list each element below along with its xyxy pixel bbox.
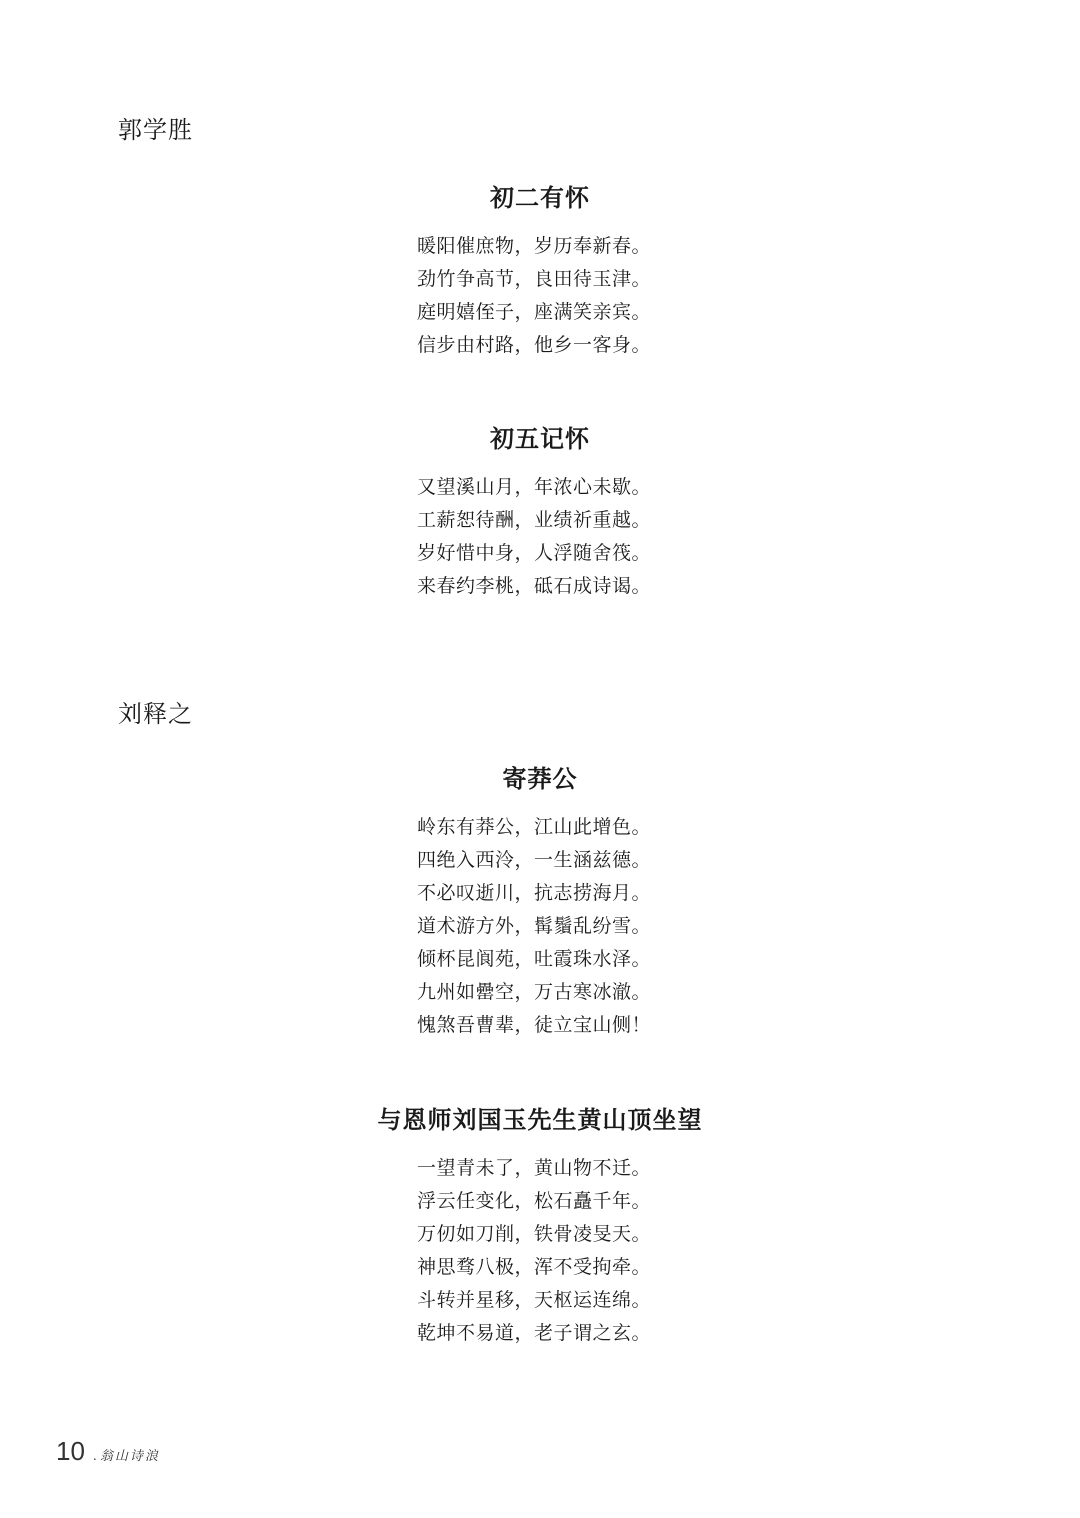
poem-line: 万仞如刀削，铁骨凌旻天。 <box>417 1223 652 1245</box>
poem-line: 一望青未了，黄山物不迁。 <box>417 1157 652 1179</box>
poem <box>0 424 1080 603</box>
poem <box>0 183 1080 362</box>
poem-title: 初二有怀 <box>490 183 590 212</box>
journal-name: 翁山诗浪 <box>99 1449 160 1464</box>
poem-line: 岁好惜中身，人浮随舍筏。 <box>417 542 652 564</box>
poem-lines <box>417 471 677 603</box>
poem-line: 四绝入西泠，一生涵兹德。 <box>417 849 652 871</box>
poem-title: 寄莽公 <box>502 764 578 793</box>
poem-line: 九州如罍空，万古寒冰澈。 <box>417 981 652 1003</box>
page-footer <box>56 1433 160 1469</box>
poem-title: 初五记怀 <box>490 424 590 453</box>
poem-line: 愧煞吾曹辈，徒立宝山侧！ <box>417 1014 652 1036</box>
poem-line: 工薪恕待酬，业绩祈重越。 <box>417 509 652 531</box>
poem-line: 斗转并星移，天枢运连绵。 <box>417 1289 652 1311</box>
poem-line: 又望溪山月，年浓心未歇。 <box>417 476 652 498</box>
poem-line: 劲竹争高节，良田待玉津。 <box>417 268 652 290</box>
poem <box>0 1105 1080 1350</box>
poem-lines <box>417 1152 677 1350</box>
poem-lines <box>417 230 677 362</box>
poem-line: 不必叹逝川，抗志捞海月。 <box>417 882 652 904</box>
poem-line: 浮云任变化，松石矗千年。 <box>417 1190 652 1212</box>
poem-line: 庭明嬉侄子，座满笑亲宾。 <box>417 301 652 323</box>
page-number: 10 <box>56 1436 85 1466</box>
poem-line: 来春约李桃，砥石成诗谒。 <box>417 575 652 597</box>
poem-line: 道术游方外，髯鬚乱纷雪。 <box>417 915 652 937</box>
author-name: 刘释之 <box>118 700 193 728</box>
poem-line: 乾坤不易道，老子谓之玄。 <box>417 1322 652 1344</box>
footer-separator: . <box>92 1447 97 1463</box>
poem-line: 神思骛八极，浑不受拘牵。 <box>417 1256 652 1278</box>
poem-line: 倾杯昆阆苑，吐霞珠水泽。 <box>417 948 652 970</box>
author-name: 郭学胜 <box>118 116 193 144</box>
poem-lines <box>417 811 677 1042</box>
poem-line: 岭东有莽公，江山此增色。 <box>417 816 652 838</box>
poem <box>0 764 1080 1042</box>
poem-line: 暖阳催庶物，岁历奉新春。 <box>417 235 652 257</box>
poem-title: 与恩师刘国玉先生黄山顶坐望 <box>377 1105 703 1134</box>
poem-line: 信步由村路，他乡一客身。 <box>417 334 652 356</box>
